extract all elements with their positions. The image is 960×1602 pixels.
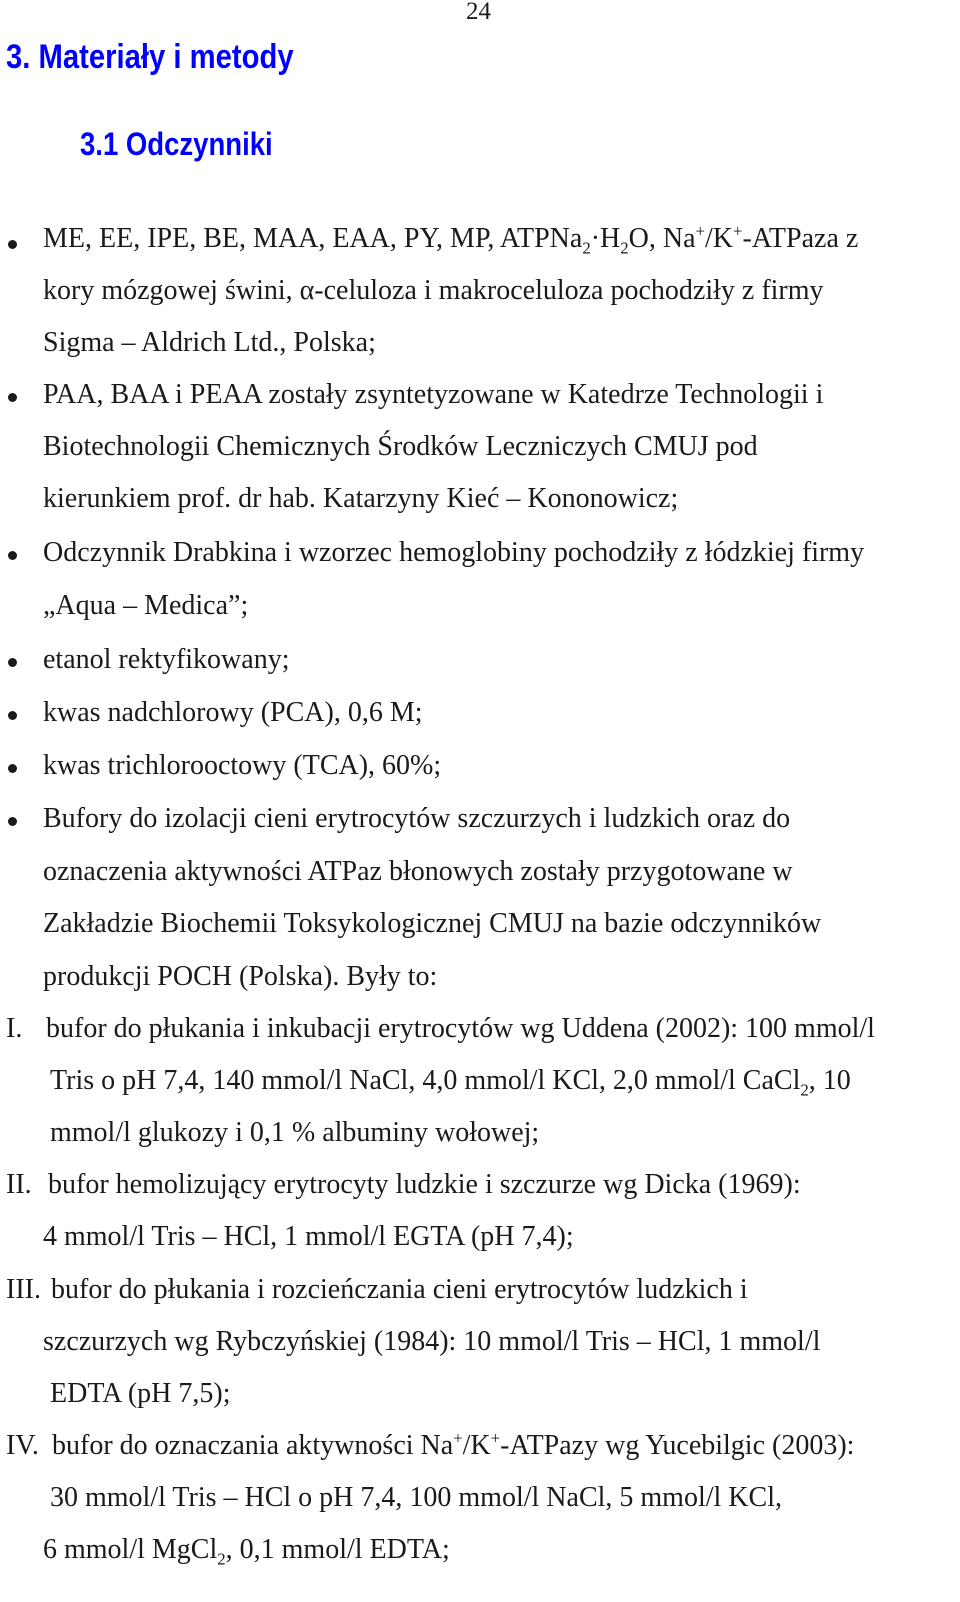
bullet-line: kory mózgowej świni, α-celuloza i makroceluloza pochodziły z firmy <box>43 275 824 306</box>
bullet-dot-icon <box>8 551 17 560</box>
buffer-line: szczurzych wg Rybczyńskiej (1984): 10 mmol/l Tris – HCl, 1 mmol/l <box>43 1326 821 1357</box>
bullet-line: Zakładzie Biochemii Toksykologicznej CMUJ na bazie odczynników <box>43 908 822 939</box>
bullet-line: Biotechnologii Chemicznych Środków Leczniczych CMUJ pod <box>43 431 758 462</box>
buffer-line: bufor do płukania i rozcieńczania cieni erytrocytów ludzkich i <box>51 1274 748 1305</box>
bullet-line: „Aqua – Medica”; <box>43 590 249 621</box>
bullet-line: PAA, BAA i PEAA zostały zsyntetyzowane w Katedrze Technologii i <box>43 379 824 410</box>
bullet-line: Sigma – Aldrich Ltd., Polska; <box>43 327 376 358</box>
buffer-line: 6 mmol/l MgCl$_2$, 0,1 mmol/l EDTA; <box>43 1534 450 1569</box>
section-heading: 3. Materiały i metody <box>6 38 294 76</box>
bullet-line: etanol rektyfikowany; <box>43 644 290 675</box>
buffer-line: bufor hemolizujący erytrocyty ludzkie i szczurze wg Dicka (1969): <box>48 1169 801 1200</box>
buffer-numeral: I. <box>6 1013 23 1044</box>
page-number: 24 <box>466 0 491 25</box>
buffer-line: mmol/l glukozy i 0,1 % albuminy wołowej; <box>50 1117 540 1148</box>
bullet-dot-icon <box>8 658 17 667</box>
bullet-line: kwas nadchlorowy (PCA), 0,6 M; <box>43 697 423 728</box>
bullet-line: ME, EE, IPE, BE, MAA, EAA, PY, MP, $ATPNa_2\cdot H_2O$, Na+/K+-ATPaza z <box>43 221 859 258</box>
buffer-numeral: II. <box>6 1169 32 1200</box>
bullet-dot-icon <box>8 817 17 826</box>
buffer-numeral: III. <box>6 1274 41 1305</box>
bullet-line: Bufory do izolacji cieni erytrocytów szczurzych i ludzkich oraz do <box>43 803 791 834</box>
bullet-line: kwas trichlorooctowy (TCA), 60%; <box>43 750 442 781</box>
buffer-line: bufor do oznaczania aktywności Na+/K+-ATPazy wg Yucebilgic (2003): <box>52 1428 855 1461</box>
bullet-line: Odczynnik Drabkina i wzorzec hemoglobiny pochodziły z łódzkiej firmy <box>43 537 865 568</box>
buffer-line: 4 mmol/l Tris – HCl, 1 mmol/l EGTA (pH 7,4); <box>43 1221 574 1252</box>
bullet-dot-icon <box>8 393 17 402</box>
buffer-line: Tris o pH 7,4, 140 mmol/l NaCl, 4,0 mmol/l KCl, 2,0 mmol/l CaCl$_2$, 10 <box>50 1065 851 1100</box>
bullet-dot-icon <box>8 764 17 773</box>
buffer-numeral: IV. <box>6 1430 39 1461</box>
bullet-line: produkcji POCH (Polska). Były to: <box>43 961 438 992</box>
bullet-line: kierunkiem prof. dr hab. Katarzyny Kieć – Kononowicz; <box>43 483 679 514</box>
buffer-line: bufor do płukania i inkubacji erytrocytów wg Uddena (2002): 100 mmol/l <box>46 1013 875 1044</box>
bullet-dot-icon <box>8 711 17 720</box>
buffer-line: EDTA (pH 7,5); <box>50 1378 231 1409</box>
bullet-dot-icon <box>8 240 17 249</box>
buffer-line: 30 mmol/l Tris – HCl o pH 7,4, 100 mmol/l NaCl, 5 mmol/l KCl, <box>50 1482 782 1513</box>
subsection-heading: 3.1 Odczynniki <box>80 126 273 162</box>
bullet-line: oznaczenia aktywności ATPaz błonowych zostały przygotowane w <box>43 856 793 887</box>
